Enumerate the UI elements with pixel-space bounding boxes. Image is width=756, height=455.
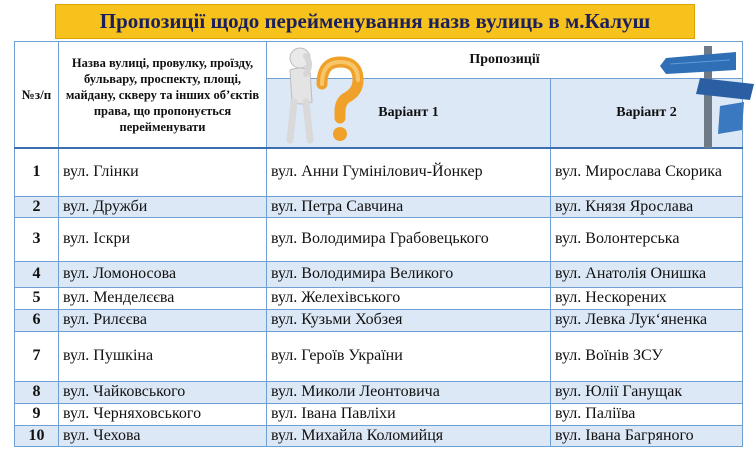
variant-1: вул. Петра Савчина	[267, 196, 551, 217]
variant-2: вул. Юлії Ганущак	[551, 381, 743, 403]
variant-2: вул. Анатолія Онишка	[551, 261, 743, 287]
variant-2: вул. Воїнів ЗСУ	[551, 331, 743, 381]
page-title: Пропозиції щодо перейменування назв вулиць в м.Калуш	[99, 9, 651, 33]
variant-2: вул. Мирослава Скорика	[551, 148, 743, 196]
old-street: вул. Рилєєва	[59, 309, 267, 331]
header-variant-2-label: Варіант 2	[616, 105, 677, 120]
variant-1: вул. Михайла Коломийця	[267, 425, 551, 446]
header-street-name	[59, 42, 267, 149]
table-row	[15, 331, 743, 381]
table-row	[15, 196, 743, 217]
variant-1: вул. Анни Гумінілович-Йонкер	[267, 148, 551, 196]
header-street-name-label: Назва вулиці, провулку, проїзду, бульвару, проспекту, площі, майдану, скверу та інших об’єктів права, що пропонується перейменувати	[65, 55, 260, 134]
row-number: 6	[15, 309, 59, 331]
old-street: вул. Черняховського	[59, 403, 267, 425]
old-street: вул. Дружби	[59, 196, 267, 217]
variant-1: вул. Володимира Великого	[267, 261, 551, 287]
old-street: вул. Пушкіна	[59, 331, 267, 381]
old-street: вул. Менделєєва	[59, 287, 267, 309]
table-row	[15, 309, 743, 331]
table-row	[15, 261, 743, 287]
variant-1: вул. Героїв України	[267, 331, 551, 381]
table-row	[15, 381, 743, 403]
row-number: 1	[15, 148, 59, 196]
old-street: вул. Глінки	[59, 148, 267, 196]
variant-2: вул. Нескорених	[551, 287, 743, 309]
row-number: 5	[15, 287, 59, 309]
variant-1: вул. Володимира Грабовецького	[267, 217, 551, 261]
row-number: 7	[15, 331, 59, 381]
old-street: вул. Іскри	[59, 217, 267, 261]
table-row	[15, 217, 743, 261]
old-street: вул. Ломоносова	[59, 261, 267, 287]
row-number: 2	[15, 196, 59, 217]
header-num-label: №з/п	[21, 86, 52, 102]
question-mark-figure-icon	[276, 44, 364, 148]
row-number: 8	[15, 381, 59, 403]
old-street: вул. Чайковського	[59, 381, 267, 403]
variant-2: вул. Левка Лук‘яненка	[551, 309, 743, 331]
variant-1: вул. Желехівського	[267, 287, 551, 309]
variant-2: вул. Паліїва	[551, 403, 743, 425]
signpost-icon	[660, 44, 756, 148]
renaming-table	[14, 41, 743, 447]
variant-1: вул. Кузьми Хобзея	[267, 309, 551, 331]
header-proposals-label: Пропозиції	[469, 52, 540, 67]
row-number: 10	[15, 425, 59, 446]
row-number: 9	[15, 403, 59, 425]
table-row	[15, 287, 743, 309]
variant-2: вул. Князя Ярослава	[551, 196, 743, 217]
variant-1: вул. Івана Павліхи	[267, 403, 551, 425]
variant-1: вул. Миколи Леонтовича	[267, 381, 551, 403]
variant-2: вул. Волонтерська	[551, 217, 743, 261]
row-number: 4	[15, 261, 59, 287]
table-row	[15, 425, 743, 446]
variant-2: вул. Івана Багряного	[551, 425, 743, 446]
table-row	[15, 403, 743, 425]
old-street: вул. Чехова	[59, 425, 267, 446]
header-num	[15, 42, 59, 149]
title-banner	[55, 4, 695, 39]
header-variant-1-label: Варіант 1	[378, 105, 439, 120]
table-row	[15, 148, 743, 196]
row-number: 3	[15, 217, 59, 261]
